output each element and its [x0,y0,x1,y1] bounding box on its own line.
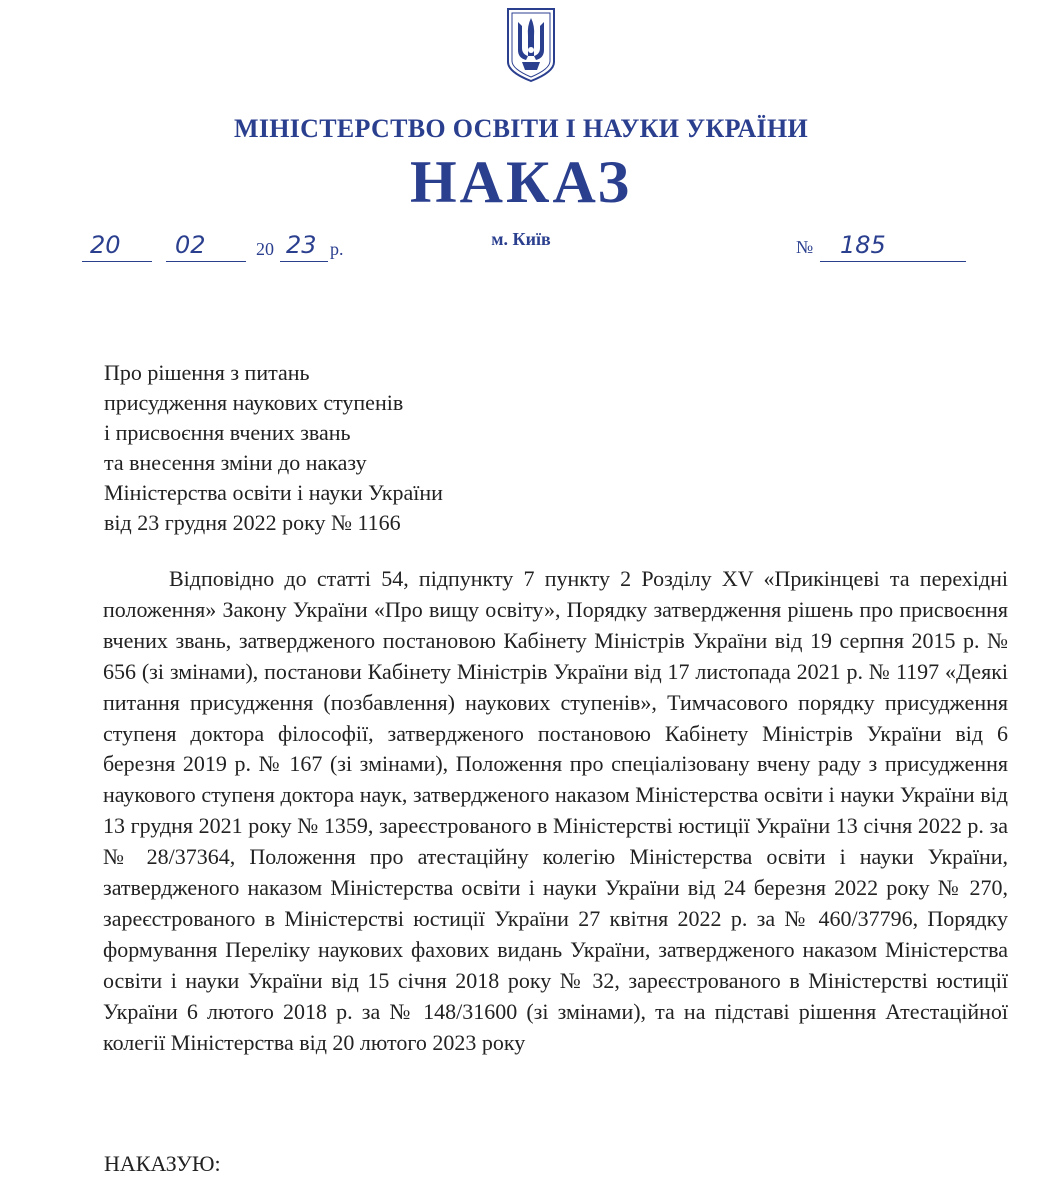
order-keyword: НАКАЗУЮ: [104,1151,221,1176]
date-day-underline [82,261,152,262]
date-number-line [0,225,1042,275]
subject-line: та внесення зміни до наказу [104,450,367,475]
subject-line: від 23 грудня 2022 року № 1166 [104,510,401,535]
city-label: м. Київ [491,229,551,249]
date-month-underline [166,261,246,262]
date-day: 20 [90,231,121,259]
document-type-title: НАКАЗ [409,149,632,215]
order-number: 185 [840,231,886,259]
subject-line: Міністерства освіти і науки України [104,480,443,505]
date-month: 02 [175,231,206,259]
date-year-prefix: 20 [256,239,274,259]
date-suffix: р. [330,239,344,259]
preamble-paragraph: Відповідно до статті 54, підпункту 7 пункту 2 Розділу XV «Прикінцеві та перехідні положення» Закону України «Про вищу освіту», Порядку затвердження рішень про присвоєння вчених звань, затвердженого постановою Кабінету Міністрів України від 19 серпня 2015 р. № 656 (зі змінами), постанови Кабінету Міністрів України від 17 листопада 2021 р. № 1197 «Деякі питання присудження (позбавлення) наукових ступенів», Тимчасового порядку присудження ступеня доктора філософії, затвердженого постановою Кабінету Міністрів України від 6 березня 2019 р. № 167 (зі змінами), Положення про спеціалізовану вчену раду з присудження наукового ступеня доктора наук, затвердженого наказом Міністерства освіти і науки України від 13 грудня 2021 року № 1359, зареєстрованого в Міністерстві юстиції України 13 січня 2022 р. за № 28/37364, Положення про атестаційну колегію Міністерства освіти і науки України, затвердженого наказом Міністерства освіти і науки України від 24 березня 2022 року № 270, зареєстрованого в Міністерстві юстиції України 27 квітня 2022 р. за № 460/37796, Порядку формування Переліку наукових фахових видань України, затвердженого наказом Міністерства освіти і науки України від 15 січня 2018 року № 32, зареєстрованого в Міністерстві юстиції України 6 лютого 2018 р. за № 148/31600 (зі змінами), та на підставі рішення Атестаційної колегії Міністерства від 20 лютого 2023 року [103,566,1008,1055]
number-underline [820,261,966,262]
subject-line: Про рішення з питань [104,360,310,385]
date-year-underline [280,261,328,262]
subject-line: присудження наукових ступенів [104,390,404,415]
date-year: 23 [286,231,317,259]
trident-coat-of-arms-icon [504,6,558,84]
number-sign: № [796,237,814,257]
ministry-name: МІНІСТЕРСТВО ОСВІТИ І НАУКИ УКРАЇНИ [233,114,808,143]
subject-line: і присвоєння вчених звань [104,420,351,445]
order-subject [104,358,443,538]
